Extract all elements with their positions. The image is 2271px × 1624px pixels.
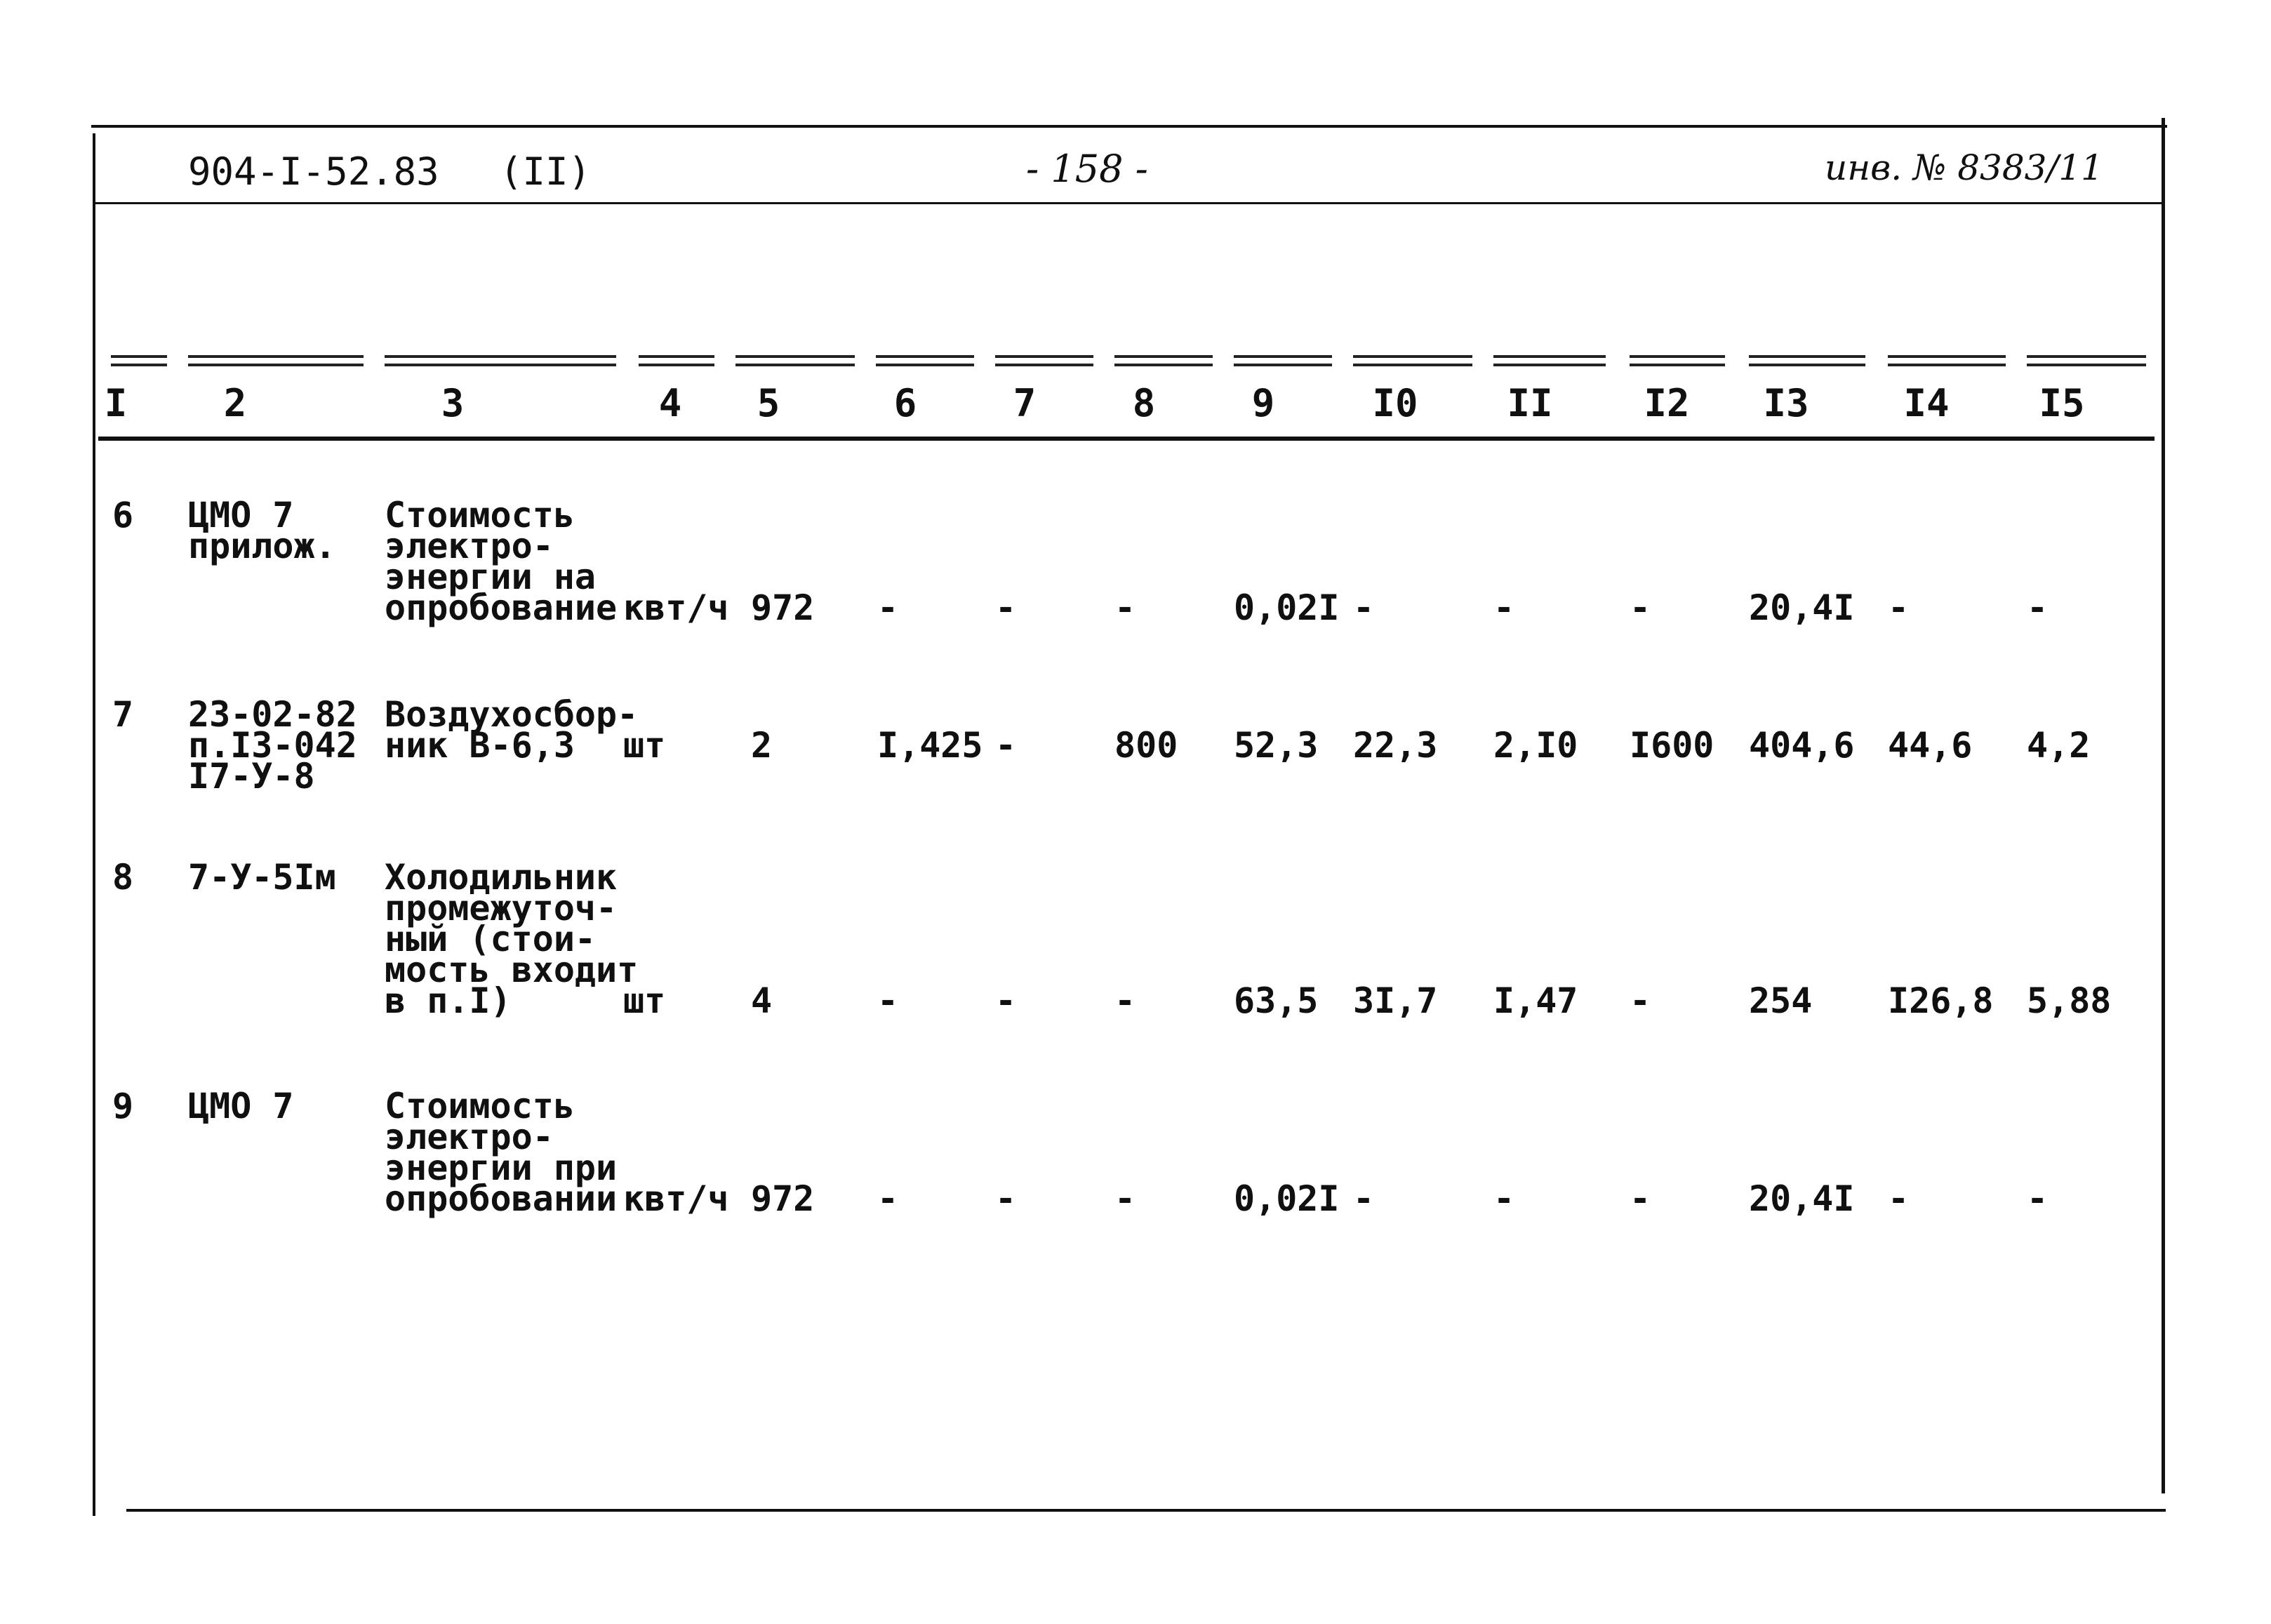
- row-value-col-14: -: [1888, 587, 1910, 628]
- row-value-col-14: 44,6: [1888, 725, 1973, 766]
- row-value-col-15: 5,88: [2027, 980, 2112, 1021]
- inventory-mark: инв. № 8383/11: [1825, 147, 2103, 188]
- rule-segment: [111, 364, 167, 366]
- column-number: 8: [1132, 381, 1156, 425]
- row-value-col-9: 52,3: [1234, 725, 1319, 766]
- row-unit: квт/ч: [623, 587, 729, 628]
- row-value-col-6: -: [877, 980, 899, 1021]
- row-value-col-13: 20,4I: [1749, 587, 1855, 628]
- row-name-line: мость входит: [385, 950, 639, 990]
- rule-segment: [1353, 364, 1472, 366]
- frame-left-line: [93, 133, 95, 1516]
- rule-segment: [1234, 364, 1332, 366]
- row-unit: шт: [623, 980, 666, 1021]
- rule-segment: [1888, 355, 2006, 358]
- rule-segment: [735, 355, 855, 358]
- row-name-line: в п.I): [385, 980, 512, 1021]
- row-value-col-9: 0,02I: [1234, 1178, 1340, 1219]
- row-reference-line: п.I3-042: [188, 725, 357, 766]
- rule-segment: [1888, 364, 2006, 366]
- row-name-line: Стоимость: [385, 1086, 575, 1126]
- rule-segment: [735, 364, 855, 366]
- rule-segment: [2027, 355, 2146, 358]
- row-value-col-6: -: [877, 587, 899, 628]
- row-value-col-11: -: [1493, 1178, 1515, 1219]
- row-value-col-8: -: [1114, 980, 1136, 1021]
- row-reference-line: 23-02-82: [188, 694, 357, 735]
- row-value-col-8: -: [1114, 1178, 1136, 1219]
- frame-top-line: [91, 125, 2167, 128]
- row-name-line: опробовании: [385, 1178, 618, 1219]
- row-name-line: Воздухосбор-: [385, 694, 639, 735]
- column-number: I5: [2039, 381, 2085, 425]
- column-number: I3: [1763, 381, 1809, 425]
- row-value-col-12: -: [1630, 980, 1651, 1021]
- row-number: 9: [112, 1086, 134, 1126]
- row-value-col-7: -: [995, 1178, 1017, 1219]
- row-value-col-15: 4,2: [2027, 725, 2091, 766]
- row-value-col-10: 22,3: [1353, 725, 1438, 766]
- column-number: I: [104, 381, 128, 425]
- row-value-col-5: 972: [751, 587, 815, 628]
- rule-segment: [1353, 355, 1472, 358]
- row-value-col-15: -: [2027, 587, 2049, 628]
- row-value-col-5: 2: [751, 725, 773, 766]
- rule-segment: [1630, 355, 1725, 358]
- rule-segment: [1493, 355, 1606, 358]
- rule-segment: [1114, 355, 1213, 358]
- row-number: 7: [112, 694, 134, 735]
- column-number: 7: [1013, 381, 1037, 425]
- column-number: 3: [441, 381, 465, 425]
- row-value-col-15: -: [2027, 1178, 2049, 1219]
- rule-segment: [1234, 355, 1332, 358]
- column-header-underline: [98, 437, 2155, 441]
- row-value-col-10: 3I,7: [1353, 980, 1438, 1021]
- page-number: - 158 -: [1026, 147, 1148, 191]
- rule-segment: [1630, 364, 1725, 366]
- row-value-col-11: -: [1493, 587, 1515, 628]
- row-reference-line: ЦМО 7: [188, 495, 294, 535]
- rule-segment: [1493, 364, 1606, 366]
- row-value-col-14: -: [1888, 1178, 1910, 1219]
- rule-segment: [639, 364, 714, 366]
- rule-segment: [188, 364, 364, 366]
- row-name-line: энергии при: [385, 1147, 618, 1188]
- rule-segment: [1749, 364, 1865, 366]
- row-value-col-12: -: [1630, 587, 1651, 628]
- rule-segment: [2027, 364, 2146, 366]
- document-code: 904-I-52.83: [188, 149, 439, 194]
- row-name-line: ник В-6,3: [385, 725, 575, 766]
- column-number: I0: [1372, 381, 1418, 425]
- column-number: I4: [1903, 381, 1950, 425]
- frame-right-line: [2162, 118, 2165, 1493]
- row-value-col-9: 0,02I: [1234, 587, 1340, 628]
- row-value-col-11: 2,I0: [1493, 725, 1578, 766]
- row-reference-line: ЦМО 7: [188, 1086, 294, 1126]
- rule-segment: [995, 355, 1093, 358]
- rule-segment: [1749, 355, 1865, 358]
- column-number: 2: [223, 381, 247, 425]
- row-value-col-12: -: [1630, 1178, 1651, 1219]
- row-value-col-7: -: [995, 587, 1017, 628]
- row-unit: квт/ч: [623, 1178, 729, 1219]
- column-number: I2: [1644, 381, 1690, 425]
- row-number: 6: [112, 495, 134, 535]
- row-value-col-8: -: [1114, 587, 1136, 628]
- row-value-col-7: -: [995, 980, 1017, 1021]
- row-name-line: ный (стои-: [385, 919, 597, 959]
- row-reference-line: I7-У-8: [188, 756, 315, 797]
- row-value-col-13: 404,6: [1749, 725, 1855, 766]
- rule-segment: [639, 355, 714, 358]
- row-name-line: опробование: [385, 587, 618, 628]
- rule-segment: [188, 355, 364, 358]
- row-value-col-6: -: [877, 1178, 899, 1219]
- header-underline: [95, 202, 2162, 204]
- row-name-line: энергии на: [385, 557, 597, 597]
- row-name-line: промежуточ-: [385, 888, 618, 929]
- row-name-line: Стоимость: [385, 495, 575, 535]
- row-name-line: Холодильник: [385, 857, 618, 898]
- row-reference-line: 7-У-5Iм: [188, 857, 336, 898]
- row-value-col-5: 4: [751, 980, 773, 1021]
- rule-segment: [995, 364, 1093, 366]
- rule-segment: [876, 355, 974, 358]
- row-value-col-10: -: [1353, 1178, 1375, 1219]
- row-value-col-6: I,425: [877, 725, 983, 766]
- row-value-col-8: 800: [1114, 725, 1178, 766]
- row-value-col-5: 972: [751, 1178, 815, 1219]
- row-value-col-11: I,47: [1493, 980, 1578, 1021]
- row-value-col-10: -: [1353, 587, 1375, 628]
- frame-bottom-line: [126, 1509, 2166, 1512]
- section-label: (II): [500, 149, 592, 194]
- column-number: 4: [658, 381, 682, 425]
- row-value-col-7: -: [995, 725, 1017, 766]
- rule-segment: [385, 364, 616, 366]
- column-number: II: [1507, 381, 1553, 425]
- row-value-col-13: 254: [1749, 980, 1813, 1021]
- column-number: 9: [1251, 381, 1275, 425]
- row-value-col-9: 63,5: [1234, 980, 1319, 1021]
- row-name-line: электро-: [385, 1117, 554, 1157]
- row-value-col-13: 20,4I: [1749, 1178, 1855, 1219]
- row-value-col-12: I600: [1630, 725, 1714, 766]
- row-name-line: электро-: [385, 526, 554, 566]
- column-number: 5: [757, 381, 780, 425]
- rule-segment: [385, 355, 616, 358]
- row-reference-line: прилож.: [188, 526, 336, 566]
- rule-segment: [1114, 364, 1213, 366]
- row-unit: шт: [623, 725, 666, 766]
- column-number: 6: [893, 381, 917, 425]
- rule-segment: [111, 355, 167, 358]
- row-number: 8: [112, 857, 134, 898]
- rule-segment: [876, 364, 974, 366]
- row-value-col-14: I26,8: [1888, 980, 1994, 1021]
